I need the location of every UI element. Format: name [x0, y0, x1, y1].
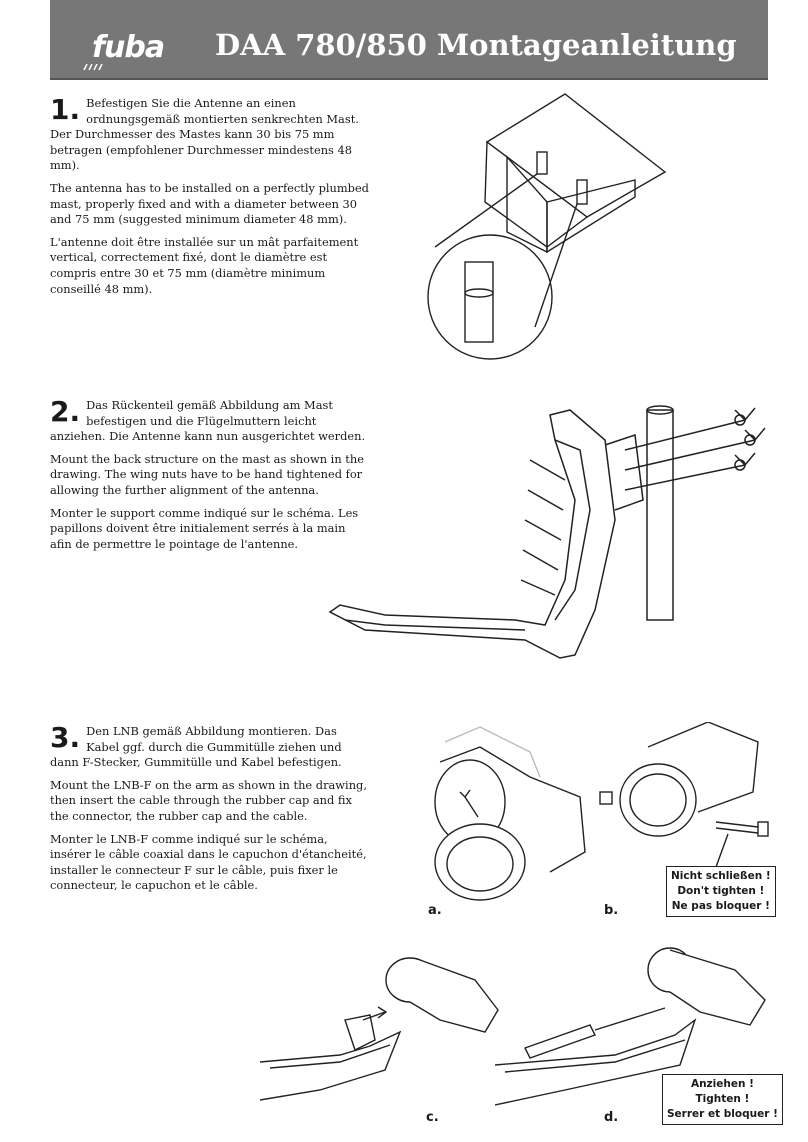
step-text-en: Mount the back structure on the mast as shown in the drawing. The wing nuts have to be hand tightened for allowing the further alignment of the antenna.: [50, 451, 364, 497]
step-text-en: Mount the LNB-F on the arm as shown in the drawing, then insert the cable through the rubber cap and fix the connector, the rubber cap and the cable.: [50, 777, 367, 823]
warning-tighten: [662, 1074, 783, 1125]
step-1: [50, 93, 370, 304]
step-3: [50, 721, 370, 901]
step-number: 2.: [50, 395, 81, 428]
lnb-figure-b: [598, 722, 778, 872]
warning-line: Anziehen !: [690, 1078, 754, 1090]
step-2: [50, 395, 370, 559]
step-text-fr: Monter le support comme indiqué sur le schéma. Les papillons doivent être initialement serrés à la main afin de permettre le pointage de l'antenne.: [50, 505, 359, 551]
lnb-figure-a: [420, 722, 595, 907]
logo-mark-icon: [82, 64, 108, 70]
figure-b-label: b.: [604, 903, 619, 918]
figure-a-label: a.: [428, 903, 442, 918]
warning-line: Nicht schließen !: [671, 870, 771, 882]
warning-line: Tighten !: [695, 1093, 750, 1105]
warning-no-tighten: [666, 866, 776, 917]
step-text-fr: L'antenne doit être installée sur un mât parfaitement vertical, correctement fixé, dont le diamètre est compris entre 30 et 75 mm (diamètre minimum conseillé 48 mm).: [50, 234, 359, 296]
warning-line: Ne pas bloquer !: [671, 900, 770, 912]
step-text-en: The antenna has to be installed on a perfectly plumbed mast, properly fixed and with a diameter between 30 and 75 mm (suggested minimum diameter 48 mm).: [50, 180, 369, 227]
step-text-de: Das Rückenteil gemäß Abbildung am Mast befestigen und die Flügelmuttern leicht anziehen. Die Antenne kann nun ausgerichtet werden.: [50, 398, 366, 444]
lnb-figure-c: [260, 950, 505, 1110]
page-title: DAA 780/850 Montageanleitung: [215, 28, 737, 62]
brand-logo: fuba: [92, 30, 165, 65]
warning-line: Serrer et bloquer !: [667, 1108, 778, 1120]
header-rule: [50, 78, 768, 80]
step-number: 1.: [50, 93, 81, 126]
step-text-de: Befestigen Sie die Antenne an einen ordnungsgemäß montierten senkrechten Mast. Der Durchmesser des Mastes kann 30 bis 75 mm betragen (empfohlener Durchmesser mindestens 48 mm).: [50, 96, 359, 173]
warning-line: Don't tighten !: [677, 885, 765, 897]
figure-d-label: d.: [604, 1110, 619, 1125]
back-structure-illustration: [325, 380, 775, 680]
figure-c-label: c.: [426, 1110, 439, 1125]
step-text-fr: Monter le LNB-F comme indiqué sur le schéma, insérer le câble coaxial dans le capuchon d'étancheité, installer le connecteur F sur le câble, puis fixer le connecteur, le capuchon et le câble.: [50, 831, 367, 893]
step-text-de: Den LNB gemäß Abbildung montieren. Das Kabel ggf. durch die Gummitülle ziehen und dann F-Stecker, Gummitülle und Kabel befestigen.: [50, 724, 342, 770]
step-number: 3.: [50, 721, 81, 754]
house-mast-illustration: [415, 92, 675, 362]
